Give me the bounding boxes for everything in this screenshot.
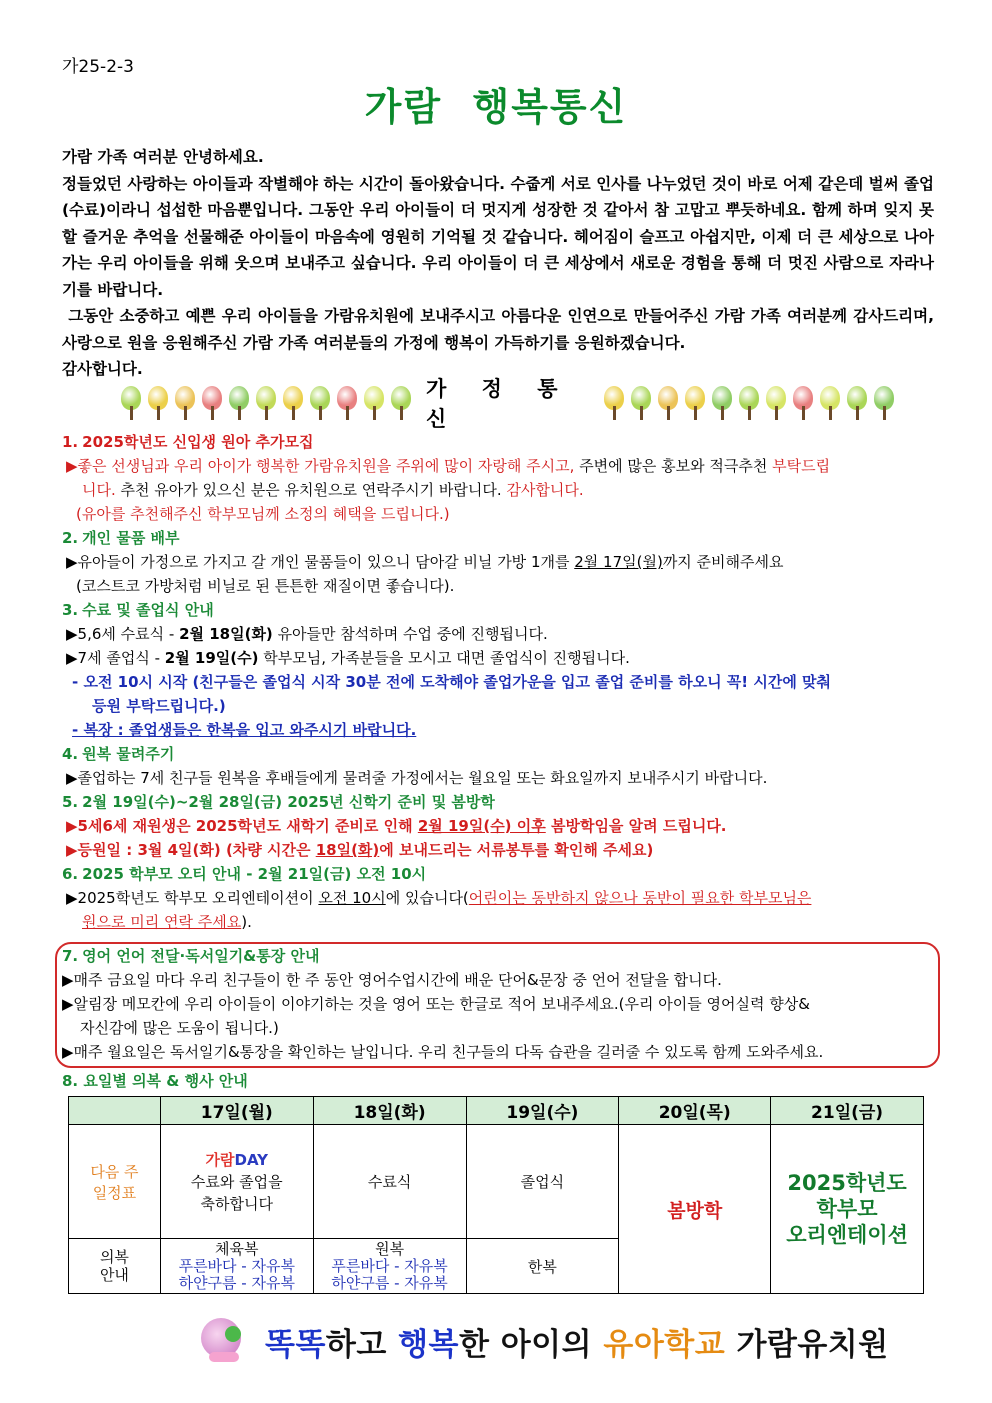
section-7-line-4: ▶매주 월요일은 독서일기&통장을 확인하는 날입니다. 우리 친구들의 다독 습관을 길러줄 수 있도록 함께 도와주세요. [62,1043,824,1061]
tree-icon [603,386,625,420]
tree-icon [819,386,841,420]
weekly-schedule-table [68,1096,924,1294]
header-tuesday: 18일(화) [313,1097,466,1125]
thursday-event: 봄방학 [619,1125,771,1294]
section-6-heading: 6. 2025 학부모 오티 안내 - 2월 21일(금) 오전 10시 [62,865,427,883]
kindergarten-logo-icon [195,1312,253,1370]
home-news-banner [120,377,895,431]
section-7-line-3: 자신감에 많은 도움이 됩니다.) [80,1019,279,1037]
section-2-heading: 2. 개인 물품 배부 [62,529,180,547]
tree-icon [684,386,706,420]
tree-icon [873,386,895,420]
intro-paragraph-2: 그동안 소중하고 예쁜 우리 아이들을 가람유치원에 보내주시고 아름다운 인연으로 만들어주신 가람 가족 여러분께 감사드리며, 사랑으로 원을 응원해주신 가람 가족 여러분들의 가정에 행복이 가득하기를 응원하겠습니다. [62,307,940,352]
section-3-line-5: - 복장 : 졸업생들은 한복을 입고 와주시기 바랍니다. [72,721,417,739]
tree-icon [390,386,412,420]
header-monday: 17일(월) [160,1097,313,1125]
tree-icon [846,386,868,420]
section-6-line-2: 원으로 미리 연락 주세요). [82,913,252,931]
tree-icon [657,386,679,420]
tree-icon [120,386,142,420]
section-1-heading: 1. 2025학년도 신입생 원아 추가모집 [62,433,314,451]
tuesday-clothing: 원복 푸른바다 - 자유복 하얀구름 - 자유복 [313,1239,466,1294]
intro-letter [62,144,940,383]
tree-icon [174,386,196,420]
section-2-line-1: ▶유아들이 가정으로 가지고 갈 개인 물품들이 있으니 담아갈 비닐 가방 1개를 2월 17일(월)까지 준비해주세요 [66,553,784,571]
newsletter-title: 가람 행복통신 [364,85,628,129]
wednesday-event: 졸업식 [466,1125,619,1239]
tree-icon [630,386,652,420]
section-7-line-2: ▶알림장 메모칸에 우리 아이들이 이야기하는 것을 영어 또는 한글로 적어 보내주세요.(우리 아이들 영어실력 향상& [62,995,810,1013]
banner-title: 가 정 통 신 [426,377,572,431]
tree-icon [147,386,169,420]
section-1-line-2: 니다. 추천 유아가 있으신 분은 유치원으로 연락주시기 바랍니다. 감사합니다. [82,481,584,499]
header-wednesday: 19일(수) [466,1097,619,1125]
tree-icon [363,386,385,420]
tree-icon [738,386,760,420]
monday-event: 가람DAY 수료와 졸업을 축하합니다 [160,1125,313,1239]
tree-icon [309,386,331,420]
section-3-heading: 3. 수료 및 졸업식 안내 [62,601,214,619]
table-row [69,1125,924,1239]
notice-sections [62,430,942,934]
tree-icon [255,386,277,420]
tree-icon [282,386,304,420]
tree-icon [711,386,733,420]
monday-clothing: 체육복 푸른바다 - 자유복 하얀구름 - 자유복 [160,1239,313,1294]
section-5-heading: 5. 2월 19일(수)~2월 28일(금) 2025년 신학기 준비 및 봄방학 [62,793,495,811]
section-1-line-3: (유아를 추천해주신 학부모님께 소정의 혜택을 드립니다.) [76,505,450,523]
section-1-line-1: ▶좋은 선생님과 우리 아이가 행복한 가람유치원을 주위에 많이 자랑해 주시고, 주변에 많은 홍보와 적극추천 부탁드립 [66,457,831,475]
table-header-row [69,1097,924,1125]
tree-icon [228,386,250,420]
wednesday-clothing: 한복 [466,1239,619,1294]
section-3-line-2: ▶7세 졸업식 - 2월 19일(수) 학부모님, 가족분들을 모시고 대면 졸업식이 진행됩니다. [66,649,630,667]
section-4-heading: 4. 원복 물려주기 [62,745,175,763]
intro-paragraph-1: 정들었던 사랑하는 아이들과 작별해야 하는 시간이 돌아왔습니다. 수줍게 서로 인사를 나누었던 것이 바로 어제 같은데 벌써 졸업(수료)이라니 섭섭한 마음뿐입니다. 그동안 우리 아이들이 더 멋지게 성장한 것 같아서 참 고맙고 뿌듯하네요. 함께 하며 잊지 못할 즐거운 추억을 선물해준 아이들이 마음속에 영원히 기억될 것 같습니다. 헤어짐이 슬프고 아쉽지만, 이제 더 큰 세상으로 나아가는 우리 아이들을 위해 웃으며 보내주고 싶습니다. 우리 아이들이 더 큰 세상에서 새로운 경험을 통해 더 멋진 사람으로 자라나기를 바랍니다. [62,174,934,299]
document-id: 가25-2-3 [62,57,134,77]
section-6-line-1: ▶2025학년도 학부모 오리엔테이션이 오전 10시에 있습니다(어린이는 동반하지 않으나 동반이 필요한 학부모님은 [66,889,812,907]
header-friday: 21일(금) [771,1097,924,1125]
row-label-clothing: 의복 안내 [69,1239,161,1294]
tree-icon [336,386,358,420]
section-5-line-1: ▶5세6세 재원생은 2025학년도 새학기 준비로 인해 2월 19일(수) 이후 봄방학임을 알려 드립니다. [66,817,727,835]
section-3-line-3: - 오전 10시 시작 (친구들은 졸업식 시작 30분 전에 도착해야 졸업가운을 입고 졸업 준비를 하오니 꼭! 시간에 맞춰 [72,673,832,691]
row-label-schedule: 다음 주 일정표 [69,1125,161,1239]
table-corner-cell [69,1097,161,1125]
tree-row-left [120,386,412,420]
intro-greeting: 가람 가족 여러분 안녕하세요. [62,148,264,166]
section-2-line-2: (코스트코 가방처럼 비닐로 된 튼튼한 재질이면 좋습니다). [76,577,455,595]
tree-icon [792,386,814,420]
friday-event: 2025학년도 학부모 오리엔테이션 [771,1125,924,1294]
section-5-line-2: ▶등원일 : 3월 4일(화) (차량 시간은 18일(화)에 보내드리는 서류봉투를 확인해 주세요) [66,841,654,859]
section-3-line-4: 등원 부탁드립니다.) [92,697,226,715]
section-7-line-1: ▶매주 금요일 마다 우리 친구들이 한 주 동안 영어수업시간에 배운 단어&문장 중 언어 전달을 합니다. [62,971,722,989]
slogan-text: 똑똑하고 행복한 아이의 유아학교 가람유치원 [265,1326,889,1363]
section-7-heading: 7. 영어 언어 전달·독서일기&통장 안내 [62,947,320,965]
section-7 [62,944,937,1064]
tree-row-right [603,386,895,420]
footer-slogan [195,1312,889,1370]
tree-icon [765,386,787,420]
header-thursday: 20일(목) [619,1097,771,1125]
tree-icon [201,386,223,420]
section-4-line-1: ▶졸업하는 7세 친구들 원복을 후배들에게 물려줄 가정에서는 월요일 또는 화요일까지 보내주시기 바랍니다. [66,769,768,787]
intro-paragraph-3: 감사합니다. [62,360,143,378]
tuesday-event: 수료식 [313,1125,466,1239]
section-3-line-1: ▶5,6세 수료식 - 2월 18일(화) 유아들만 참석하며 수업 중에 진행됩니다. [66,625,548,643]
section-8-heading: 8. 요일별 의복 & 행사 안내 [62,1072,248,1090]
